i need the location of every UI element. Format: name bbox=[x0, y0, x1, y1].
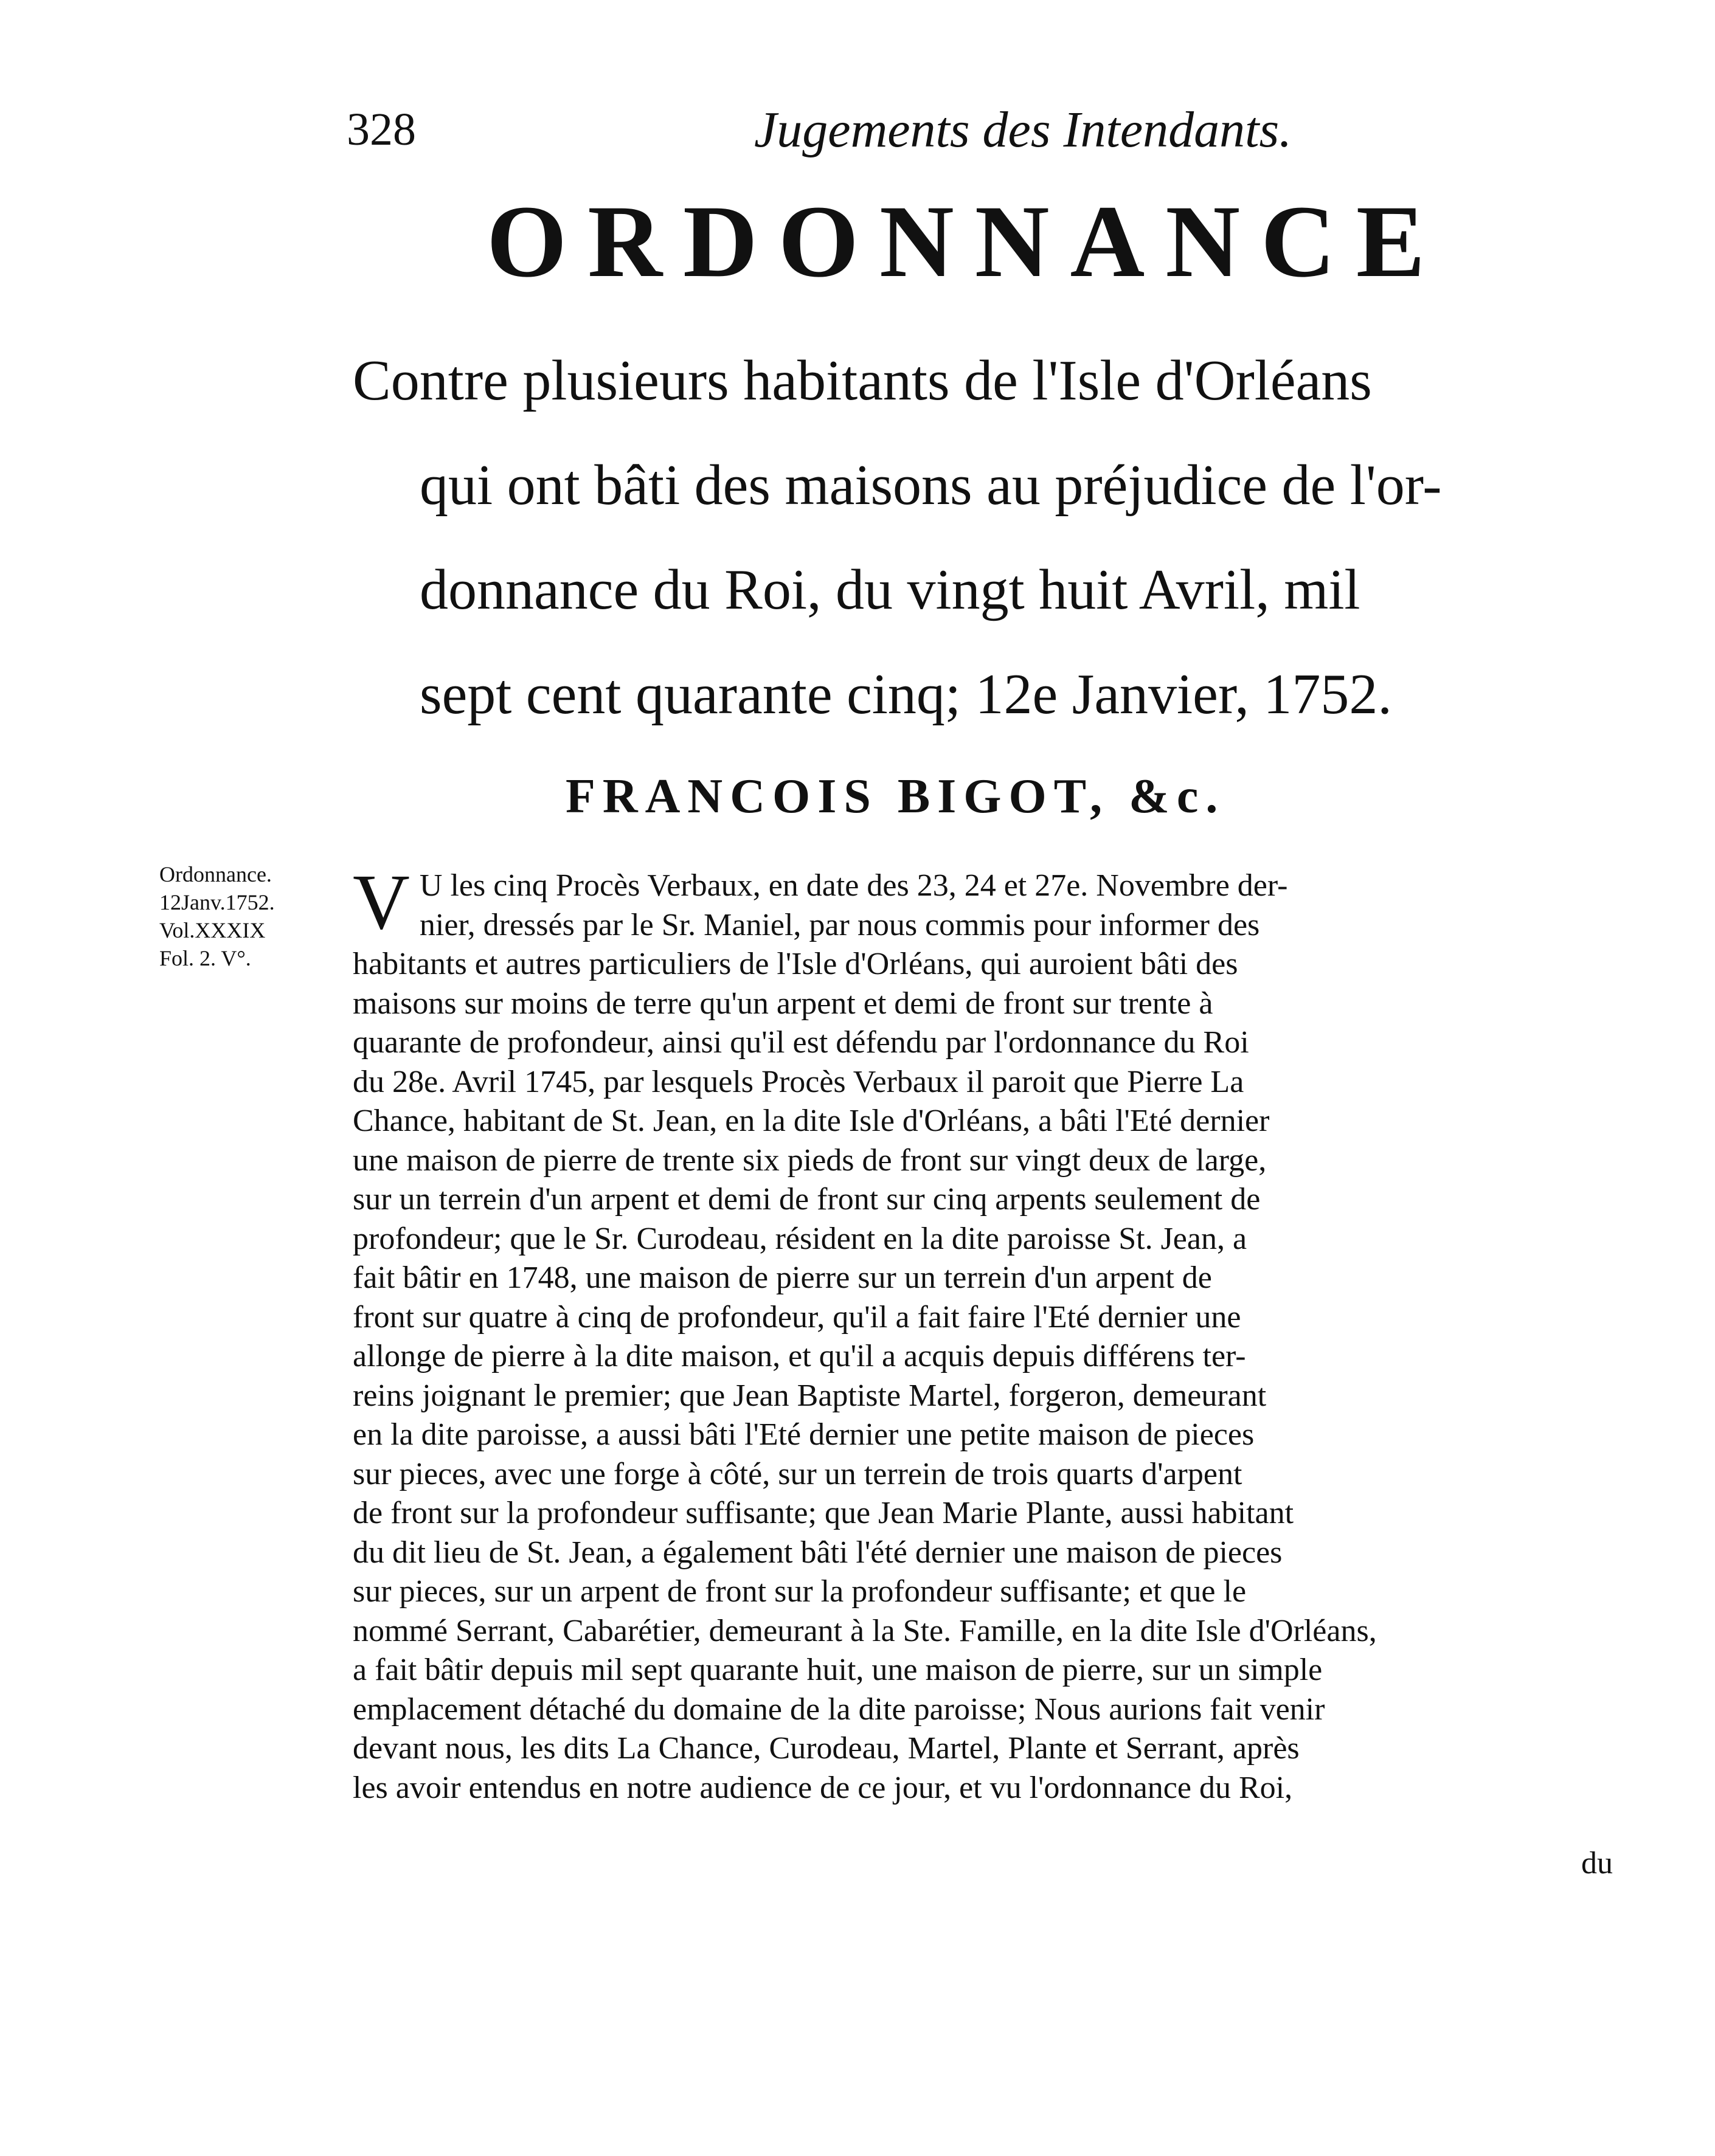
catchword: du bbox=[1581, 1846, 1613, 1881]
text-line: sur pieces, avec une forge à côté, sur un terrein de trois quarts d'arpent bbox=[353, 1456, 1242, 1491]
running-head: Jugements des Intendants. bbox=[754, 102, 1292, 158]
subtitle-line: donnance du Roi, du vingt huit Avril, mil bbox=[420, 558, 1360, 621]
issuer-name: FRANCOIS BIGOT, &c. bbox=[566, 770, 1225, 823]
text-line: du dit lieu de St. Jean, a également bâti l'été dernier une maison de pieces bbox=[353, 1535, 1283, 1570]
margin-note bbox=[159, 860, 336, 972]
text-line: de front sur la profondeur suffisante; que Jean Marie Plante, aussi habitant bbox=[353, 1496, 1294, 1530]
text-line: profondeur; que le Sr. Curodeau, résident en la dite paroisse St. Jean, a bbox=[353, 1221, 1247, 1256]
text-line: U les cinq Procès Verbaux, en date des 23, 24 et 27e. Novembre der- bbox=[419, 868, 1288, 903]
margin-note-line: Ordonnance. bbox=[159, 862, 272, 886]
text-line: sur pieces, sur un arpent de front sur la profondeur suffisante; et que le bbox=[353, 1574, 1247, 1609]
text-line: a fait bâtir depuis mil sept quarante huit, une maison de pierre, sur un simple bbox=[353, 1653, 1323, 1687]
text-line: quarante de profondeur, ainsi qu'il est défendu par l'ordonnance du Roi bbox=[353, 1025, 1249, 1060]
subtitle-line: Contre plusieurs habitants de l'Isle d'Orléans bbox=[353, 349, 1372, 412]
text-line: les avoir entendus en notre audience de ce jour, et vu l'ordonnance du Roi, bbox=[353, 1770, 1293, 1805]
document-title: ORDONNANCE bbox=[487, 184, 1446, 299]
text-line: emplacement détaché du domaine de la dite paroisse; Nous aurions fait venir bbox=[353, 1691, 1325, 1727]
subtitle bbox=[353, 328, 1642, 747]
margin-note-line: 12Janv.1752. bbox=[159, 890, 275, 914]
text-line: du 28e. Avril 1745, par lesquels Procès Verbaux il paroit que Pierre La bbox=[353, 1064, 1244, 1099]
drop-cap: V bbox=[353, 859, 410, 946]
body-text bbox=[353, 859, 1636, 1808]
text-line: habitants et autres particuliers de l'Isle d'Orléans, qui auroient bâti des bbox=[353, 947, 1238, 981]
margin-note-line: Fol. 2. V°. bbox=[159, 946, 251, 970]
text-line: devant nous, les dits La Chance, Curodeau, Martel, Plante et Serrant, après bbox=[353, 1731, 1300, 1766]
text-line: front sur quatre à cinq de profondeur, qu'il a fait faire l'Eté dernier une bbox=[353, 1299, 1241, 1335]
subtitle-line: qui ont bâti des maisons au préjudice de l'or- bbox=[420, 454, 1442, 517]
text-line: fait bâtir en 1748, une maison de pierre sur un terrein d'un arpent de bbox=[353, 1260, 1212, 1295]
text-line: une maison de pierre de trente six pieds de front sur vingt deux de large, bbox=[353, 1142, 1267, 1178]
text-line: Chance, habitant de St. Jean, en la dite Isle d'Orléans, a bâti l'Eté dernier bbox=[353, 1104, 1270, 1138]
text-line: allonge de pierre à la dite maison, et qu'il a acquis depuis différens ter- bbox=[353, 1339, 1246, 1373]
text-line: sur un terrein d'un arpent et demi de front sur cinq arpents seulement de bbox=[353, 1182, 1261, 1217]
page-number: 328 bbox=[347, 104, 416, 155]
text-line: maisons sur moins de terre qu'un arpent et demi de front sur trente à bbox=[353, 986, 1213, 1021]
text-line: reins joignant le premier; que Jean Baptiste Martel, forgeron, demeurant bbox=[353, 1378, 1267, 1413]
text-line: nommé Serrant, Cabarétier, demeurant à la Ste. Famille, en la dite Isle d'Orléans, bbox=[353, 1613, 1377, 1648]
text-line: en la dite paroisse, a aussi bâti l'Eté dernier une petite maison de pieces bbox=[353, 1417, 1255, 1452]
subtitle-line: sept cent quarante cinq; 12e Janvier, 1752. bbox=[420, 663, 1392, 726]
text-line: nier, dressés par le Sr. Maniel, par nous commis pour informer des bbox=[419, 907, 1260, 942]
margin-note-line: Vol.XXXIX bbox=[159, 918, 266, 942]
